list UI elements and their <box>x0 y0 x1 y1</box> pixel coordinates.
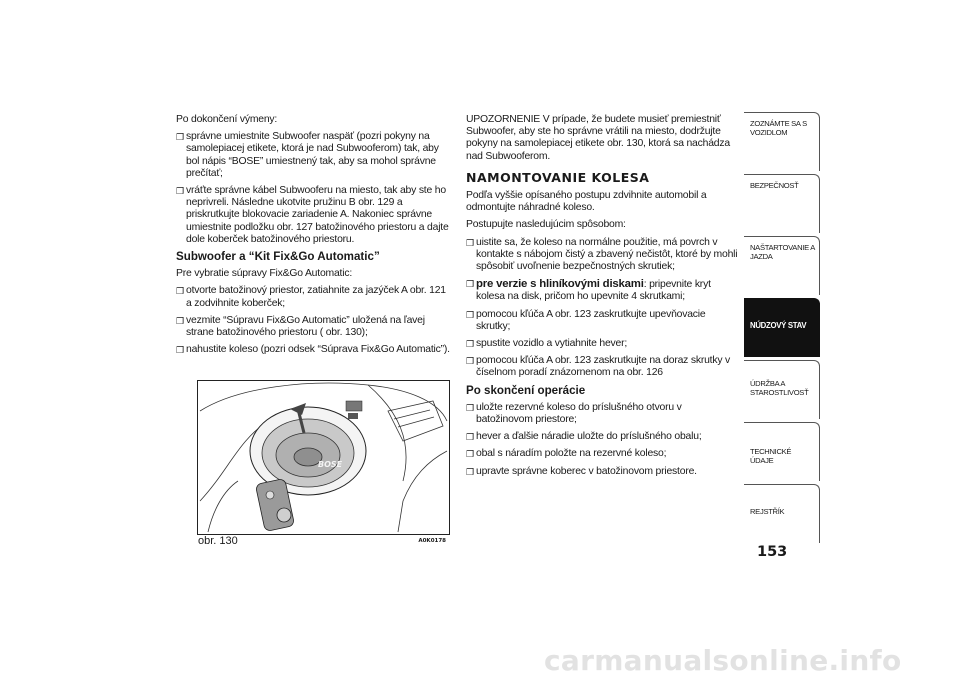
tab-emergency[interactable] <box>744 298 820 357</box>
tab-safety[interactable] <box>744 174 820 233</box>
checkbox-bullet-icon: ❒ <box>466 356 474 367</box>
tab-label: TECHNICKÉ ÚDAJE <box>750 447 792 465</box>
list-item: ❒ pomocou kľúča A obr. 123 zaskrutkujte na doraz skrutky v číselnom poradí znázornenom na obr. 126 <box>466 355 731 379</box>
figure-caption: obr. 130 <box>198 535 238 547</box>
tab-vehicle-intro[interactable] <box>744 112 820 171</box>
tab-label: ZOZNÁMTE SA S VOZIDLOM <box>750 119 807 137</box>
after-operation-list <box>466 402 738 478</box>
replacement-steps-list <box>176 131 450 246</box>
tab-technical-data[interactable] <box>744 422 820 481</box>
watermark: carmanualsonline.info <box>544 644 902 677</box>
checkbox-bullet-icon: ❒ <box>176 315 184 326</box>
alloy-version-lead: pre verzie s hliníkovými diskami <box>476 278 644 291</box>
list-item: ❒ vezmite “Súpravu Fix&Go Automatic” uložená na ľavej strane batožinového priestoru ( obr. 130); <box>176 314 425 339</box>
checkbox-bullet-icon: ❒ <box>466 466 474 477</box>
tab-label: ÚDRŽBA A STAROSTLIVOSŤ <box>750 379 809 397</box>
paragraph: Postupujte nasledujúcim spôsobom: <box>466 219 626 231</box>
checkbox-bullet-icon: ❒ <box>466 279 474 290</box>
tab-starting-driving[interactable] <box>744 236 820 295</box>
tab-index[interactable] <box>744 484 820 543</box>
page-number: 153 <box>757 544 788 560</box>
tab-label: NÚDZOVÝ STAV <box>750 321 807 330</box>
list-item: ❒ vráťte správne kábel Subwooferu na miesto, tak aby ste ho neprivreli. Následne ukotvite pružinu B obr. 129 a priskrutkujte blokovacie zariadenie A. Nakoniec správne umiestnite podložku obr. 127 batožinového priestoru a dajte dole koberček batožinového priestoru. <box>176 185 449 245</box>
checkbox-bullet-icon: ❒ <box>466 449 474 460</box>
checkbox-bullet-icon: ❒ <box>176 345 184 356</box>
mounting-steps-list <box>466 237 738 380</box>
checkbox-bullet-icon: ❒ <box>176 286 184 297</box>
kit-intro-text: Pre vybratie súpravy Fix&Go Automatic: <box>176 268 353 280</box>
checkbox-bullet-icon: ❒ <box>466 339 474 350</box>
tab-label: NAŠTARTOVANIE A JAZDA <box>750 243 815 261</box>
subwoofer-kit-heading: Subwoofer a “Kit Fix&Go Automatic” <box>176 250 380 264</box>
list-item: ❒ obal s náradím položte na rezervné koleso; <box>466 448 667 460</box>
left-column <box>176 114 450 361</box>
tab-label: REJSTŘÍK <box>750 507 785 516</box>
warning-text: UPOZORNENIE V prípade, že budete musieť premiestniť Subwoofer, aby ste ho správne vrátili na miesto, dodržujte pokyny na samolepiacej etikete obr. 130, ktorá sa nachádza nad Subwooferom. <box>466 114 730 162</box>
right-column <box>466 114 738 483</box>
list-item: ❒ pre verzie s hliníkovými diskami: pripevnite kryt kolesa na disk, pričom ho upevnite 4 skrutkami; <box>466 278 711 303</box>
figure-130 <box>176 330 448 548</box>
list-item: ❒ pomocou kľúča A obr. 123 zaskrutkujte upevňovacie skrutky; <box>466 308 706 332</box>
list-item: ❒ upravte správne koberec v batožinovom priestore. <box>466 465 697 477</box>
checkbox-bullet-icon: ❒ <box>466 309 474 320</box>
paragraph: Podľa vyššie opísaného postupu zdvihnite automobil a odmontujte náhradné koleso. <box>466 190 707 214</box>
section-title: NAMONTOVANIE KOLESA <box>466 169 650 185</box>
after-operation-heading: Po skončení operácie <box>466 383 586 397</box>
list-item: ❒ správne umiestnite Subwoofer naspäť (pozri pokyny na samolepiacej etikete, ktorá je nad Subwooferom) tak, aby bol nápis “BOSE” umiestnený tak, aby sa mohol správne prečítať; <box>176 131 439 179</box>
tab-label: BEZPEČNOSŤ <box>750 181 799 190</box>
figure-code: A0K0178 <box>418 538 446 544</box>
checkbox-bullet-icon: ❒ <box>466 402 474 413</box>
list-item: ❒ nahustite koleso (pozri odsek “Súprava Fix&Go Automatic”). <box>176 344 450 356</box>
list-item: ❒ hever a ďalšie náradie uložte do príslušného obalu; <box>466 431 702 443</box>
list-item: ❒ uistite sa, že koleso na normálne použitie, má povrch v kontakte s nábojom čistý a zbavený nečistôt, ktoré by mohli spôsobiť uvoľnenie bezpečnostných skrutiek; <box>466 236 738 273</box>
trunk-illustration <box>197 380 450 535</box>
bose-label: BOSE <box>318 460 343 469</box>
list-item: ❒ spustite vozidlo a vytiahnite hever; <box>466 338 628 350</box>
checkbox-bullet-icon: ❒ <box>176 132 184 143</box>
tab-maintenance[interactable] <box>744 360 820 419</box>
intro-text: Po dokončení výmeny: <box>176 114 278 125</box>
trunk-subwoofer-illustration <box>198 381 449 534</box>
checkbox-bullet-icon: ❒ <box>466 237 474 248</box>
list-item: ❒ otvorte batožinový priestor, zatiahnite za jazýček A obr. 121 a zodvihnite koberček; <box>176 285 446 309</box>
list-item: ❒ uložte rezervné koleso do príslušného otvoru v batožinovom priestore; <box>466 401 682 426</box>
checkbox-bullet-icon: ❒ <box>176 186 184 197</box>
checkbox-bullet-icon: ❒ <box>466 432 474 443</box>
